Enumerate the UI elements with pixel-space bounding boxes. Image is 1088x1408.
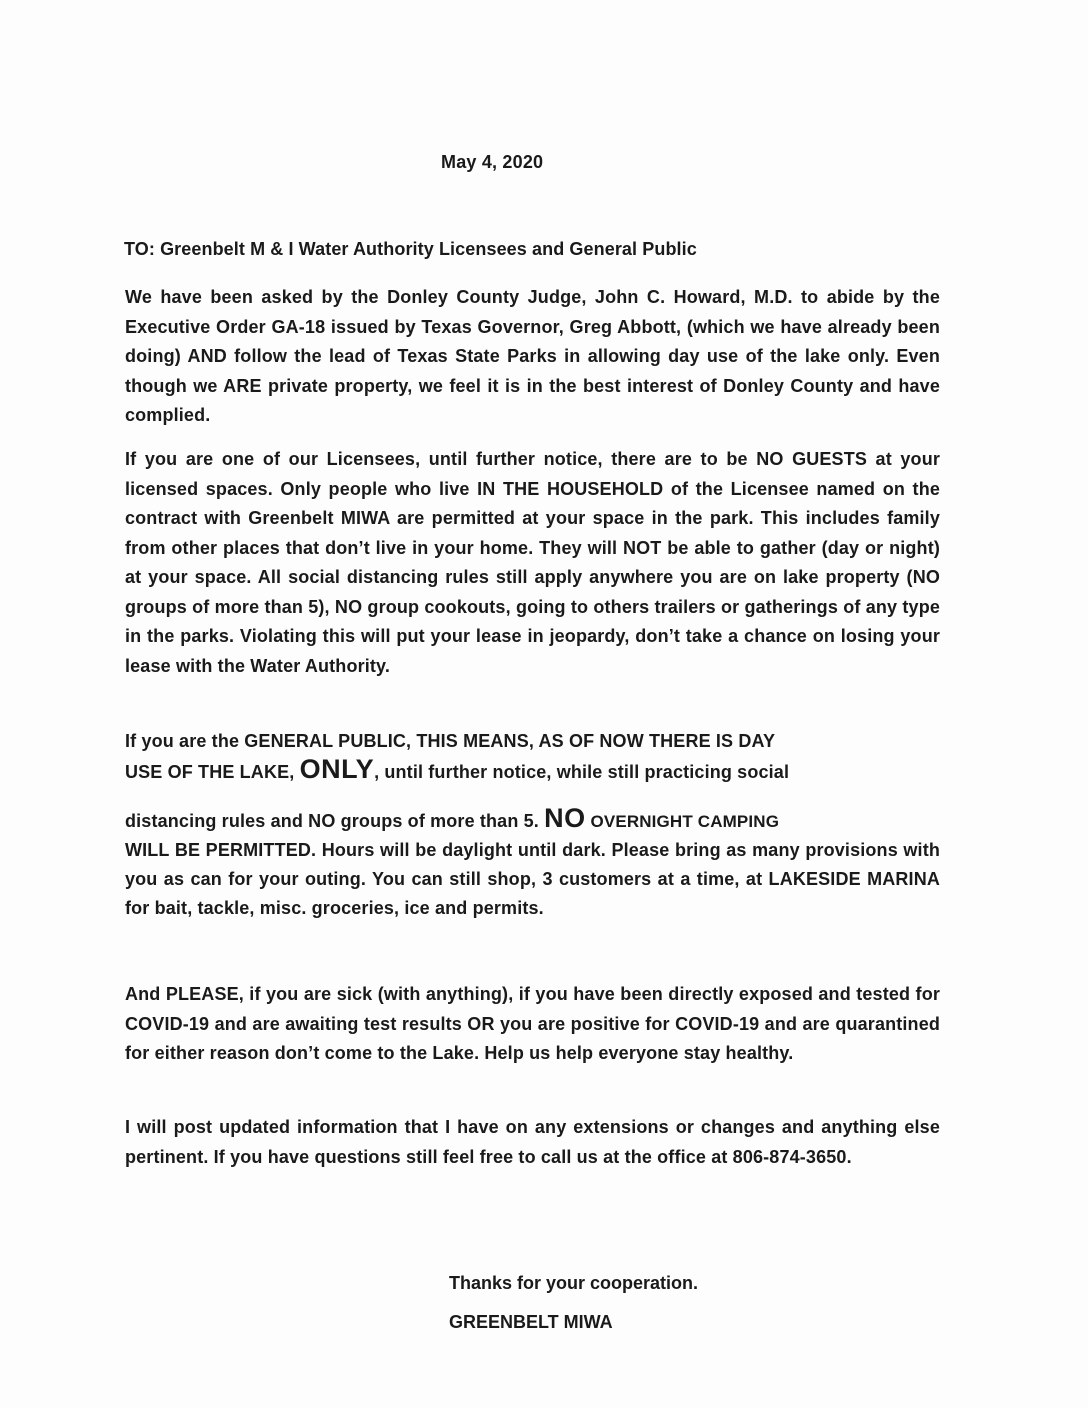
line-3-start: distancing rules and NO groups of more than 5. [125,811,545,831]
closing-block [449,1264,698,1342]
general-public-line-1: If you are the GENERAL PUBLIC, THIS MEANS, AS OF NOW THERE IS DAY [125,731,776,751]
paragraph-contact-info: I will post updated information that I have on any extensions or changes and anything else pertinent. If you have questions still feel free to call us at the office at 806-874-3650. [125,1117,940,1167]
line-2-end: , until further notice, while still practicing social [374,762,790,782]
line-3-end: OVERNIGHT CAMPING [585,812,780,831]
general-public-line-2 [125,756,940,787]
only-emphasis: ONLY [299,754,375,784]
paragraph-general-public [125,727,940,923]
letter-date: May 4, 2020 [441,152,544,172]
paragraph-county-judge: We have been asked by the Donley County Judge, John C. Howard, M.D. to abide by the Executive Order GA-18 issued by Texas Governor, Greg Abbott, (which we have already been doing) AND follow the lead of Texas State Parks in allowing day use of the lake only. Even though we ARE private property, we feel it is in the best interest of Donley County and have complied. [125,287,940,425]
line-2-start: USE OF THE LAKE, [125,762,300,782]
general-public-rest: WILL BE PERMITTED. Hours will be daylight until dark. Please bring as many provisions with you as can for your outing. You can still shop, 3 customers at a time, at LAKESIDE MARINA for bait, tackle, misc. groceries, ice and permits. [125,840,940,918]
line-gap [125,787,940,805]
recipient-line: TO: Greenbelt M & I Water Authority Licensees and General Public [124,239,697,259]
signature: GREENBELT MIWA [449,1312,613,1332]
paragraph-licensees: If you are one of our Licensees, until further notice, there are to be NO GUESTS at your licensed spaces. Only people who live IN THE HOUSEHOLD of the Licensee named on the contract with Greenbelt MIWA are permitted at your space in the park. This includes family from other places that don’t live in your home. They will NOT be able to gather (day or night) at your space. All social distancing rules still apply anywhere you are on lake property (NO groups of more than 5), NO group cookouts, going to others trailers or gatherings of any type in the parks. Violating this will put your lease in jeopardy, don’t take a chance on losing your lease with the Water Authority. [125,449,940,676]
paragraph-covid-warning: And PLEASE, if you are sick (with anything), if you have been directly exposed and tested for COVID-19 and are awaiting test results OR you are positive for COVID-19 and are quarantined for either reason don’t come to the Lake. Help us help everyone stay healthy. [125,984,940,1063]
closing-line: Thanks for your cooperation. [449,1273,699,1293]
no-emphasis: NO [544,803,586,833]
general-public-line-3 [125,805,940,836]
